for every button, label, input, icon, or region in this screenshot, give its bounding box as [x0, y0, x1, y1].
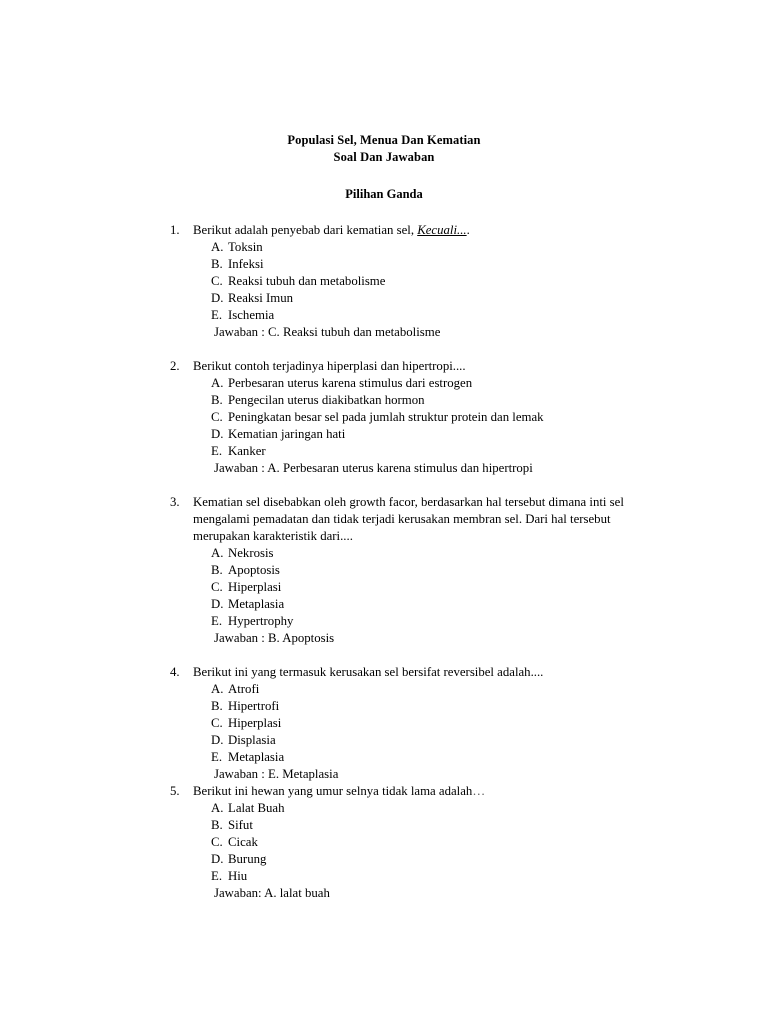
question-text-main: Berikut adalah penyebab dari kematian sel, [193, 222, 418, 237]
option-list [170, 800, 708, 885]
option-letter: A. [211, 800, 224, 815]
option-letter: D. [211, 426, 224, 441]
document-content [0, 132, 768, 902]
answer-line: Jawaban : C. Reaksi tubuh dan metabolisme [214, 324, 441, 339]
option-item[interactable] [170, 715, 708, 732]
option-text: Reaksi tubuh dan metabolisme [228, 273, 386, 288]
question-text [193, 494, 645, 545]
question-item [170, 783, 708, 902]
question-emphasis: Kecuali... [417, 222, 467, 237]
option-text: Metaplasia [228, 596, 285, 611]
option-text: Displasia [228, 732, 276, 747]
option-text: Kematian jaringan hati [228, 426, 346, 441]
answer-line: Jawaban : E. Metaplasia [214, 766, 339, 781]
option-item[interactable] [170, 443, 708, 460]
question-text-main: Berikut ini yang termasuk kerusakan sel bersifat reversibel adalah.... [193, 664, 544, 679]
option-text: Peningkatan besar sel pada jumlah struktur protein dan lemak [228, 409, 544, 424]
question-text [193, 664, 645, 681]
option-text: Hipertrofi [228, 698, 280, 713]
option-text: Hypertrophy [228, 613, 294, 628]
answer-line: Jawaban: A. lalat buah [214, 885, 330, 900]
document-title [0, 132, 768, 165]
question-item [170, 664, 708, 783]
question-text [193, 222, 645, 239]
option-item[interactable] [170, 409, 708, 426]
question-head [170, 222, 645, 239]
answer-line: Jawaban : B. Apoptosis [214, 630, 335, 645]
option-item[interactable] [170, 596, 708, 613]
option-item[interactable] [170, 290, 708, 307]
option-letter: B. [211, 562, 223, 577]
option-item[interactable] [170, 851, 708, 868]
option-text: Hiu [228, 868, 248, 883]
option-letter: D. [211, 851, 224, 866]
option-text: Lalat Buah [228, 800, 285, 815]
option-letter: C. [211, 834, 223, 849]
question-item [170, 494, 708, 647]
option-text: Toksin [228, 239, 263, 254]
option-text: Cicak [228, 834, 258, 849]
option-list [170, 375, 708, 460]
option-letter: E. [211, 613, 223, 628]
question-number: 5. [170, 783, 180, 798]
option-item[interactable] [170, 800, 708, 817]
option-item[interactable] [170, 749, 708, 766]
question-item [170, 358, 708, 477]
question-head [170, 494, 645, 545]
option-letter: D. [211, 290, 224, 305]
option-letter: C. [211, 715, 223, 730]
option-letter: D. [211, 596, 224, 611]
option-text: Kanker [228, 443, 266, 458]
option-text: Perbesaran uterus karena stimulus dari estrogen [228, 375, 473, 390]
question-item [170, 222, 708, 341]
option-text: Atrofi [228, 681, 260, 696]
option-letter: B. [211, 256, 223, 271]
question-head [170, 783, 645, 800]
option-text: Ischemia [228, 307, 275, 322]
option-letter: D. [211, 732, 224, 747]
option-item[interactable] [170, 273, 708, 290]
document-title-line-2: Soal Dan Jawaban [333, 149, 435, 164]
option-letter: B. [211, 817, 223, 832]
option-item[interactable] [170, 426, 708, 443]
option-list [170, 239, 708, 324]
option-text: Hiperplasi [228, 579, 282, 594]
option-text: Reaksi Imun [228, 290, 294, 305]
option-text: Sifut [228, 817, 253, 832]
question-text-main: Berikut contoh terjadinya hiperplasi dan hipertropi.... [193, 358, 466, 373]
option-text: Infeksi [228, 256, 264, 271]
question-number: 4. [170, 664, 180, 679]
option-letter: A. [211, 681, 224, 696]
option-text: Burung [228, 851, 267, 866]
question-head [170, 358, 645, 375]
option-letter: E. [211, 307, 223, 322]
option-text: Apoptosis [228, 562, 280, 577]
option-item[interactable] [170, 256, 708, 273]
option-item[interactable] [170, 732, 708, 749]
question-text-trailing: . [466, 222, 470, 237]
question-text [193, 358, 645, 375]
option-letter: E. [211, 868, 223, 883]
option-letter: B. [211, 698, 223, 713]
option-letter: C. [211, 409, 223, 424]
option-item[interactable] [170, 698, 708, 715]
question-text-main: Berikut ini hewan yang umur selnya tidak lama adalah [193, 783, 473, 798]
option-text: Metaplasia [228, 749, 285, 764]
option-item[interactable] [170, 817, 708, 834]
question-text-main: Kematian sel disebabkan oleh growth facor, berdasarkan hal tersebut dimana inti sel mengalami pemadatan dan tidak terjadi kerusakan membran sel. Dari hal tersebut merupakan karakteristik dari.... [193, 494, 624, 543]
option-item[interactable] [170, 375, 708, 392]
option-item[interactable] [170, 545, 708, 562]
option-letter: A. [211, 545, 224, 560]
option-list [170, 545, 708, 630]
section-heading: Pilihan Ganda [345, 187, 423, 201]
option-text: Pengecilan uterus diakibatkan hormon [228, 392, 425, 407]
option-item[interactable] [170, 834, 708, 851]
option-text: Hiperplasi [228, 715, 282, 730]
question-text [193, 783, 645, 800]
option-item[interactable] [170, 239, 708, 256]
option-letter: C. [211, 579, 223, 594]
option-letter: A. [211, 375, 224, 390]
option-item[interactable] [170, 562, 708, 579]
question-number: 2. [170, 358, 180, 373]
question-list [0, 222, 768, 902]
option-item[interactable] [170, 392, 708, 409]
question-text-trailing: … [472, 783, 486, 798]
question-number: 3. [170, 494, 180, 509]
option-letter: E. [211, 749, 223, 764]
option-item[interactable] [170, 579, 708, 596]
option-letter: E. [211, 443, 223, 458]
option-item[interactable] [170, 613, 708, 630]
option-item[interactable] [170, 681, 708, 698]
option-letter: B. [211, 392, 223, 407]
option-letter: A. [211, 239, 224, 254]
option-text: Nekrosis [228, 545, 274, 560]
option-letter: C. [211, 273, 223, 288]
question-number: 1. [170, 222, 180, 237]
option-item[interactable] [170, 307, 708, 324]
answer-line: Jawaban : A. Perbesaran uterus karena stimulus dan hipertropi [214, 460, 533, 475]
question-head [170, 664, 645, 681]
document-title-line-1: Populasi Sel, Menua Dan Kematian [287, 133, 481, 147]
option-item[interactable] [170, 868, 708, 885]
option-list [170, 681, 708, 766]
